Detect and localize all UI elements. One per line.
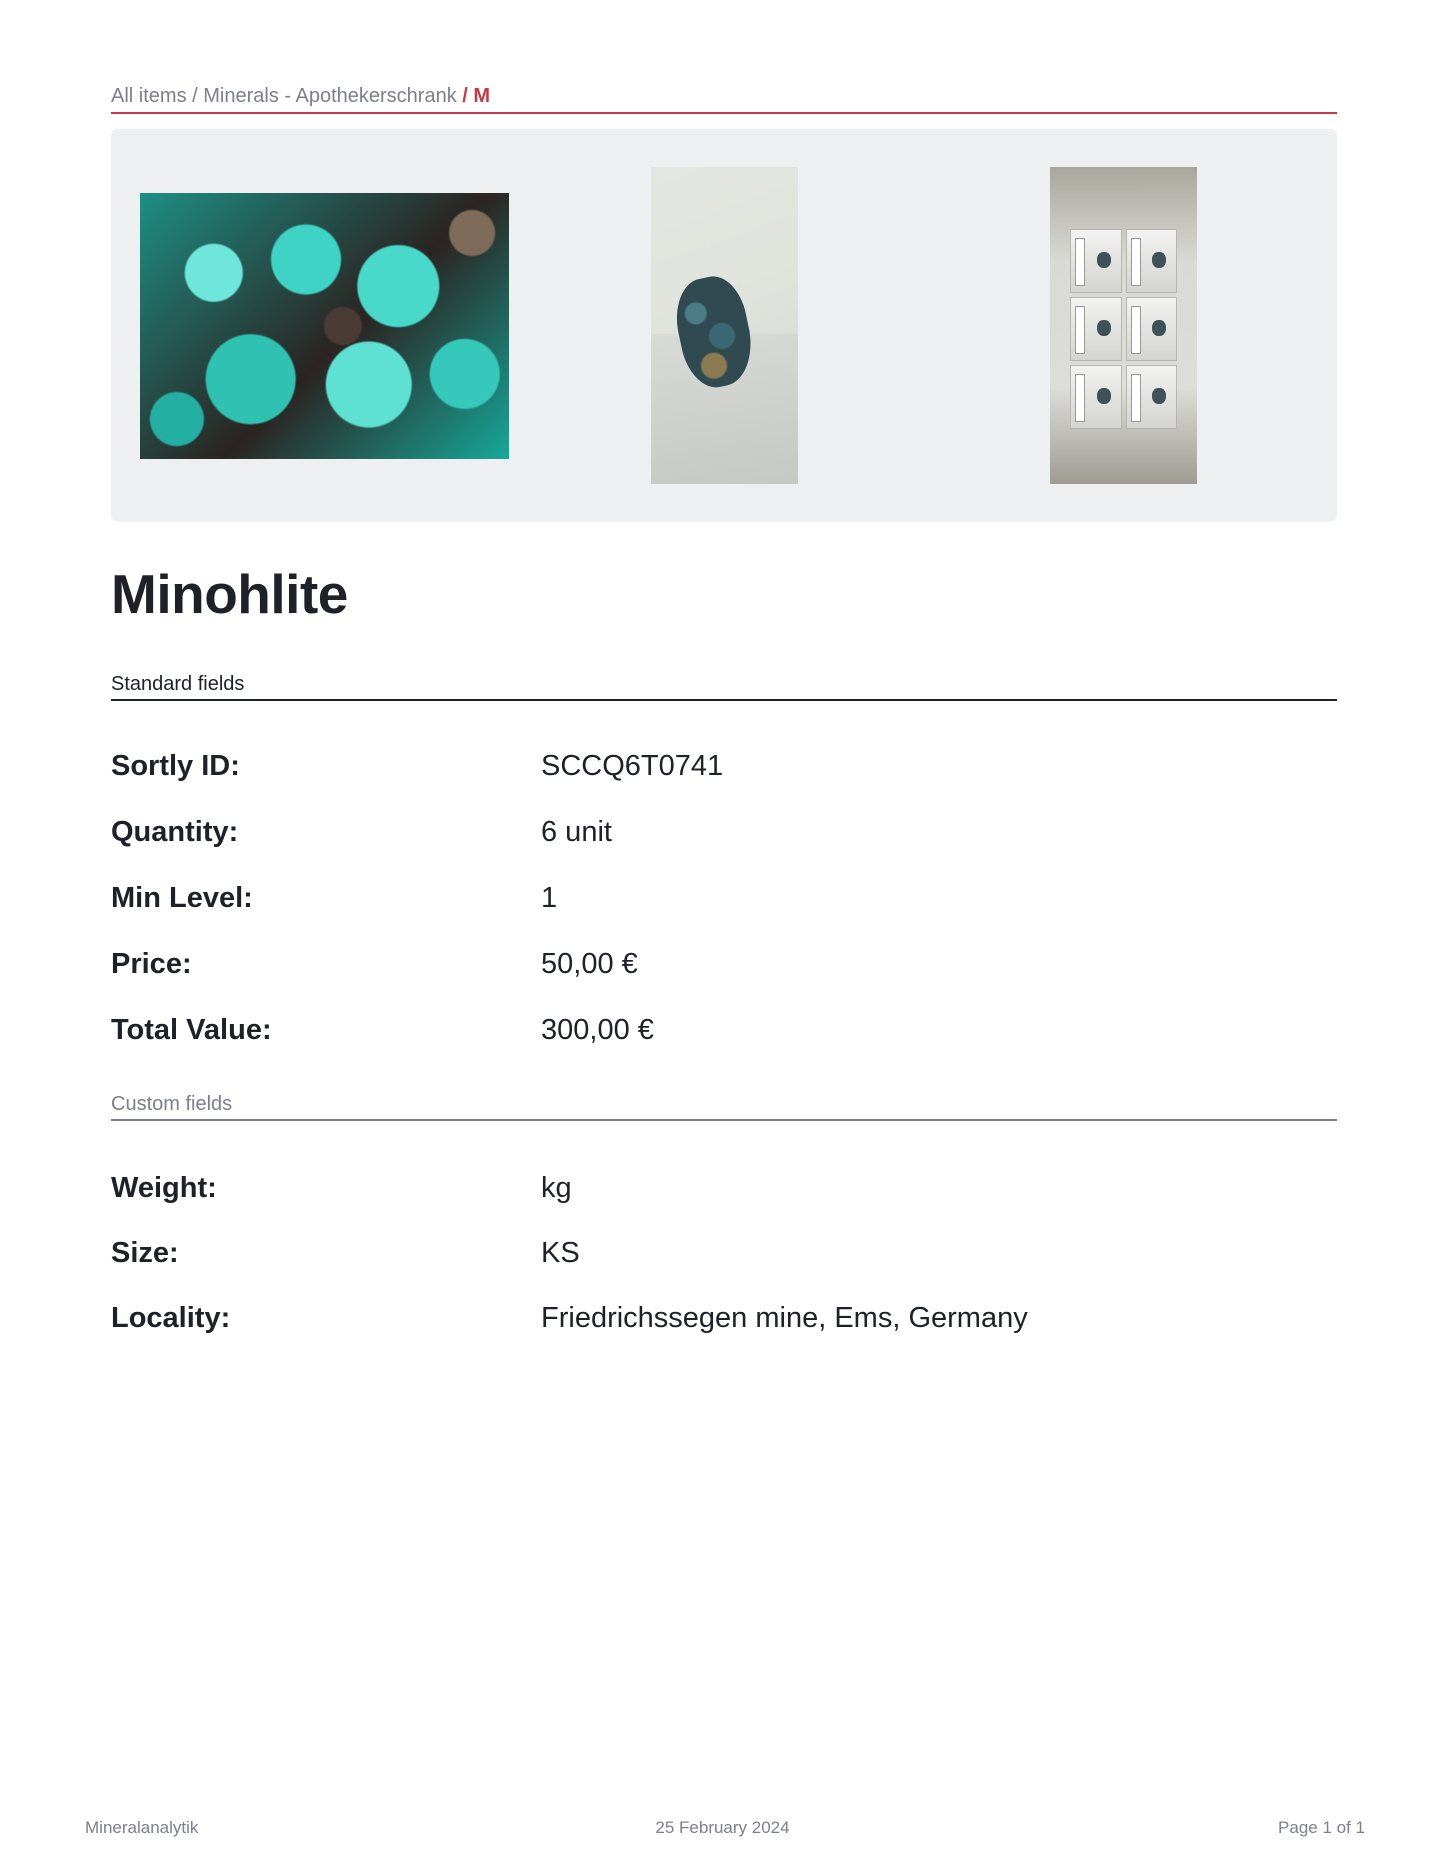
specimen-box	[1126, 365, 1178, 429]
breadcrumb-link-minerals[interactable]: Minerals - Apothekerschrank	[203, 85, 457, 107]
specimen-box	[1070, 365, 1122, 429]
breadcrumb-separator: /	[192, 85, 198, 107]
field-value: KS	[541, 1237, 580, 1269]
field-label: Weight:	[111, 1172, 217, 1204]
footer-date: 25 February 2024	[655, 1818, 790, 1837]
field-label: Total Value:	[111, 1014, 272, 1046]
footer-page-number: Page 1 of 1	[1278, 1818, 1365, 1837]
custom-fields-header: Custom fields	[111, 1092, 1337, 1121]
field-label: Price:	[111, 948, 192, 980]
mineral-specimen-photo[interactable]	[651, 167, 798, 484]
field-value: 6 unit	[541, 816, 612, 848]
standard-fields-header: Standard fields	[111, 672, 1337, 701]
field-row-price	[111, 944, 1337, 984]
mineral-closeup-photo[interactable]	[140, 193, 509, 459]
field-label: Size:	[111, 1237, 179, 1269]
field-row-sortly-id	[111, 746, 1337, 786]
field-label: Min Level:	[111, 882, 253, 914]
specimen-box	[1070, 229, 1122, 293]
field-value: kg	[541, 1172, 572, 1204]
field-value: SCCQ6T0741	[541, 750, 724, 782]
field-row-weight	[111, 1168, 1337, 1208]
breadcrumb-link-all-items[interactable]: All items	[111, 85, 187, 107]
field-value: 300,00 €	[541, 1014, 654, 1046]
field-value: 50,00 €	[541, 948, 638, 980]
breadcrumb-separator: /	[462, 85, 468, 107]
field-label: Quantity:	[111, 816, 239, 848]
specimen-box	[1126, 229, 1178, 293]
breadcrumb	[111, 84, 1337, 114]
specimen-boxes	[1070, 229, 1177, 429]
field-label: Locality:	[111, 1302, 231, 1334]
field-row-quantity	[111, 812, 1337, 852]
field-value: 1	[541, 882, 558, 914]
breadcrumb-current: M	[473, 85, 491, 107]
field-row-size	[111, 1233, 1337, 1273]
storage-box-photo[interactable]	[1050, 167, 1197, 484]
field-row-total-value	[111, 1010, 1337, 1050]
footer-organization: Mineralanalytik	[85, 1818, 199, 1837]
field-label: Sortly ID:	[111, 750, 240, 782]
field-row-locality	[111, 1298, 1337, 1338]
field-row-min-level	[111, 878, 1337, 918]
specimen-box	[1070, 297, 1122, 361]
specimen-box	[1126, 297, 1178, 361]
item-title: Minohlite	[111, 563, 348, 625]
photo-gallery	[111, 129, 1337, 522]
field-value: Friedrichssegen mine, Ems, Germany	[541, 1302, 1028, 1334]
